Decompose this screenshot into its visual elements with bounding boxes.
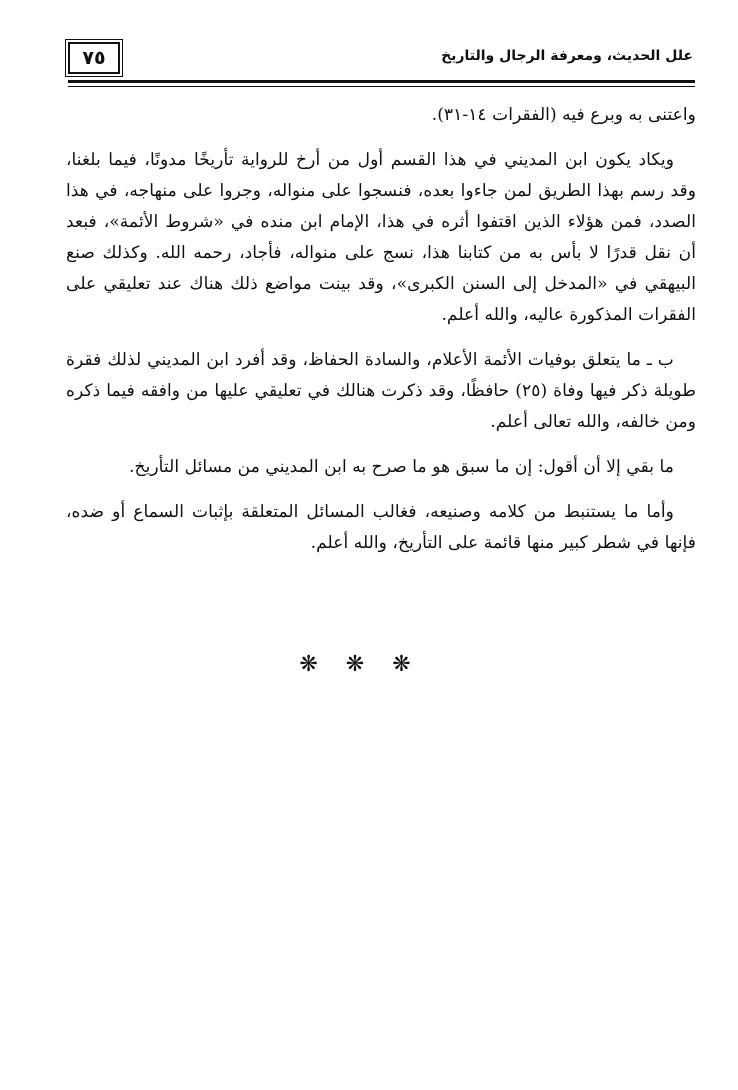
section-separator-stars: ❋❋❋: [299, 652, 439, 677]
paragraph: ويكاد يكون ابن المديني في هذا القسم أول من أرخ للرواية تأريخًا مدونًا، فيما بلغنا، وقد رسم بهذا الطريق لمن جاءوا بعده، فنسجوا على منواله، وجروا على منهاجه، في هذا الصدد، فمن هؤلاء الذين اقتفوا أثره في هذا، الإمام ابن منده في «شروط الأئمة»، فبعد أن نقل قدرًا لا بأس به من كتابنا هذا، نسج على منواله، فأجاد، رحمه الله. وكذلك صنع البيهقي في «المدخل إلى السنن الكبرى»، وقد بينت مواضع ذلك هناك عند تعليقي على الفقرات المذكورة عاليه، والله أعلم.: [66, 150, 696, 325]
paragraph: واعتنى به وبرع فيه (الفقرات ١٤-٣١).: [431, 105, 696, 125]
paragraph: ب ـ ما يتعلق بوفيات الأئمة الأعلام، والسادة الحفاظ، وقد أفرد ابن المديني لذلك فقرة طويلة ذكر فيها وفاة (٢٥) حافظًا، وقد ذكرت هنالك في تعليقي عليها من وافقه فيما ذكره ومن خالفه، والله تعالى أعلم.: [66, 350, 696, 432]
page-number: ٧٥: [68, 42, 120, 74]
running-title: علل الحديث، ومعرفة الرجال والتاريخ: [441, 48, 693, 64]
header-rule-thick: [68, 80, 695, 83]
page-header: [68, 42, 693, 78]
paragraph: وأما ما يستنبط من كلامه وصنيعه، فغالب المسائل المتعلقة بإثبات السماع أو ضده، فإنها في شطر كبير منها قائمة على التأريخ، والله أعلم.: [66, 502, 696, 553]
header-rule-thin: [68, 86, 695, 87]
paragraph: ما بقي إلا أن أقول: إن ما سبق هو ما صرح به ابن المديني من مسائل التأريخ.: [129, 457, 674, 477]
body-text: [66, 100, 696, 573]
